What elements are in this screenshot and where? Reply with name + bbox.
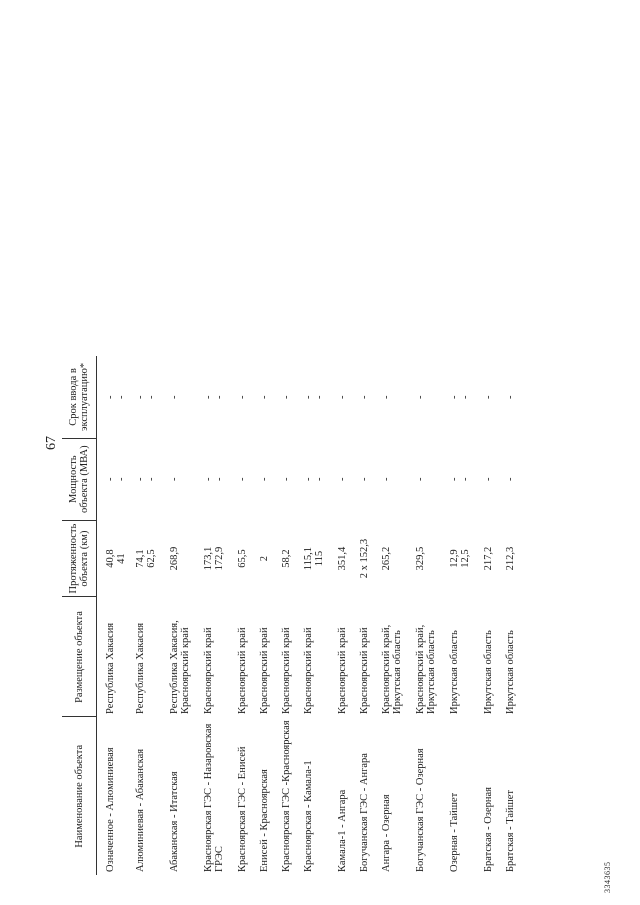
cell-name: Братская - Озерная — [483, 787, 494, 872]
cell-date: - — [381, 395, 392, 399]
cell-name: Красноярская ГЭС - Енисей — [237, 746, 248, 872]
cell-power: - — [505, 477, 516, 481]
cell-location: Красноярский край — [259, 627, 270, 714]
cell-length: 217,2 — [483, 546, 494, 571]
cell-length: 173,1 172,9 — [203, 546, 225, 571]
cell-length: 2 — [259, 555, 270, 562]
cell-power: - — [281, 477, 292, 481]
cell-location: Красноярский край — [337, 627, 348, 714]
cell-date: - — [505, 395, 516, 399]
cell-name: Красноярская - Камала-1 — [303, 760, 314, 872]
cell-name: Алюминиевая - Абаканская — [135, 748, 146, 872]
cell-name: Абаканская - Итатская — [169, 771, 180, 872]
cell-date: - — [337, 395, 348, 399]
table-row — [449, 356, 483, 875]
page-number: 67 — [44, 436, 59, 450]
header-power: Мощность объекта (МВА) — [62, 438, 97, 520]
cell-name: Озерная - Тайшет — [449, 792, 460, 872]
table-row — [303, 356, 337, 875]
cell-length: 58,2 — [281, 549, 292, 568]
cell-name: Камала-1 - Ангара — [337, 789, 348, 872]
cell-power: - — [259, 477, 270, 481]
cell-location: Красноярский край, Иркутская область — [415, 624, 437, 714]
table-row — [97, 356, 136, 875]
cell-length: 115,1 115 — [303, 546, 325, 571]
cell-length: 2 x 152,3 — [359, 538, 370, 579]
header-location: Размещение объекта — [62, 597, 97, 717]
table-row — [135, 356, 169, 875]
table-body — [97, 356, 528, 875]
cell-power: - — [359, 477, 370, 481]
cell-length: 74,1 62,5 — [135, 549, 157, 568]
cell-power: - — [415, 477, 426, 481]
cell-power: - - — [303, 477, 325, 481]
cell-date: - — [237, 395, 248, 399]
cell-power: - — [169, 477, 180, 481]
cell-location: Республика Хакасия, Красноярский край — [169, 620, 191, 714]
cell-power: - - — [203, 477, 225, 481]
cell-power: - — [237, 477, 248, 481]
cell-length: 40,8 41 — [105, 549, 127, 568]
cell-length: 265,2 — [381, 546, 392, 571]
table-row — [359, 356, 381, 875]
table-row — [381, 356, 415, 875]
cell-date: - — [359, 395, 370, 399]
document-code: 3343635 — [603, 861, 612, 893]
cell-location: Иркутская область — [449, 630, 460, 714]
cell-length: 329,5 — [415, 546, 426, 571]
cell-date: - - — [105, 395, 127, 399]
cell-location: Иркутская область — [505, 630, 516, 714]
cell-name: Богучанская ГЭС - Озерная — [415, 748, 426, 872]
cell-length: 65,5 — [237, 549, 248, 568]
table-header-row — [62, 356, 97, 875]
table-row — [415, 356, 449, 875]
cell-location: Красноярский край — [237, 627, 248, 714]
cell-name: Братская - Тайшет — [505, 790, 516, 872]
table-row — [203, 356, 237, 875]
cell-name: Красноярская ГЭС - Назаровская ГРЭС — [203, 723, 225, 872]
table-row — [281, 356, 303, 875]
cell-location: Красноярский край — [359, 627, 370, 714]
cell-date: - — [281, 395, 292, 399]
table-row — [169, 356, 203, 875]
cell-location: Красноярский край — [281, 627, 292, 714]
cell-power: - — [381, 477, 392, 481]
table-row — [337, 356, 359, 875]
table-row — [483, 356, 505, 875]
cell-location: Республика Хакасия — [105, 622, 116, 714]
cell-location: Республика Хакасия — [135, 622, 146, 714]
cell-length: 268,9 — [169, 546, 180, 571]
header-date: Срок ввода в эксплуатацию* — [62, 356, 97, 438]
cell-name: Ангара - Озерная — [381, 794, 392, 872]
cell-name: Красноярская ГЭС -Красноярская — [281, 720, 292, 872]
cell-power: - - — [105, 477, 127, 481]
cell-length: 12,9 12,5 — [449, 549, 471, 568]
table-row — [259, 356, 281, 875]
cell-date: - - — [135, 395, 157, 399]
cell-location: Красноярский край, Иркутская область — [381, 624, 403, 714]
facilities-table — [62, 356, 527, 875]
cell-date: - - — [449, 395, 471, 399]
cell-name: Богучанская ГЭС - Ангара — [359, 753, 370, 872]
table-row — [237, 356, 259, 875]
cell-date: - - — [203, 395, 225, 399]
cell-date: - — [259, 395, 270, 399]
cell-length: 351,4 — [337, 546, 348, 571]
cell-power: - — [483, 477, 494, 481]
cell-date: - — [415, 395, 426, 399]
cell-location: Красноярский край — [203, 627, 214, 714]
header-name: Наименование объекта — [62, 717, 97, 875]
cell-location: Красноярский край — [303, 627, 314, 714]
cell-length: 212,3 — [505, 546, 516, 571]
cell-date: - — [483, 395, 494, 399]
cell-power: - - — [449, 477, 471, 481]
table-row — [505, 356, 527, 875]
cell-date: - — [169, 395, 180, 399]
cell-power: - - — [135, 477, 157, 481]
cell-location: Иркутская область — [483, 630, 494, 714]
cell-date: - - — [303, 395, 325, 399]
cell-name: Енисей - Красноярская — [259, 769, 270, 872]
header-length: Протяженность объекта (км) — [62, 520, 97, 597]
cell-name: Означенное - Алюминиевая — [105, 747, 116, 872]
cell-power: - — [337, 477, 348, 481]
